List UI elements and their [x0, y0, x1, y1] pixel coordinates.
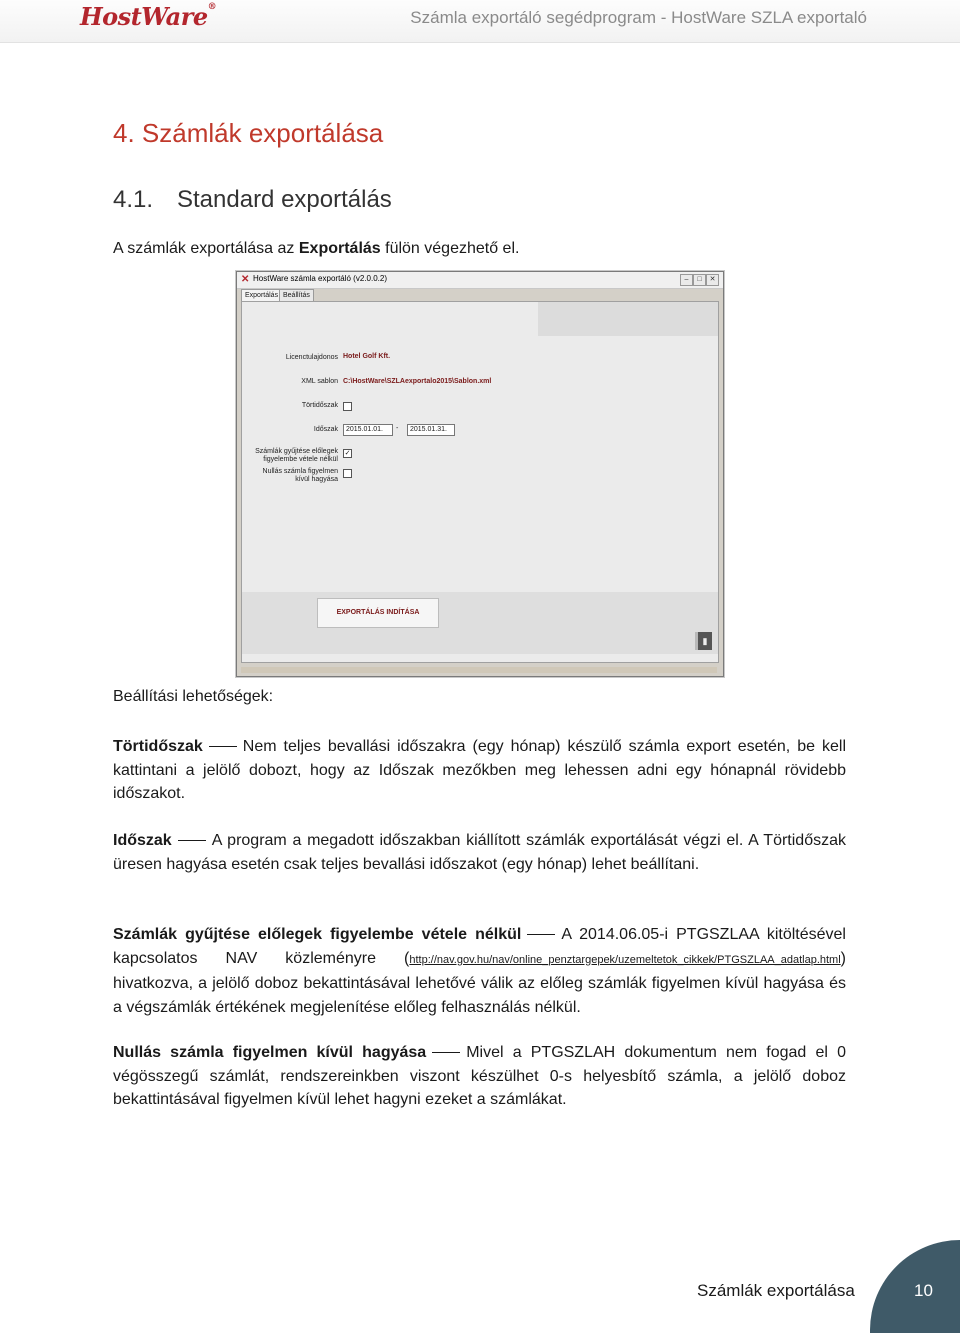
header-title: Számla exportáló segédprogram - HostWare SZLA exportaló — [410, 8, 867, 27]
period-separator: - — [396, 425, 399, 432]
maximize-icon[interactable]: □ — [693, 274, 706, 286]
page-header — [0, 0, 960, 42]
export-area — [242, 592, 718, 654]
em-dash — [209, 746, 237, 747]
period-to-input[interactable]: 2015.01.31. — [407, 424, 455, 436]
footer-section-name: Számlák exportálása — [697, 1281, 855, 1300]
section-title: Standard exportálás — [177, 186, 392, 213]
desc-collect-b: ) hivatkozva, a jelölő doboz bekattintásával lehetővé válik az előleg számlák figyelmen kívül hagyása és a végszámlák értékének megjelenítése előleg felhasználás nélkül. — [113, 949, 846, 1016]
desc-collect-a: A 2014.06.05-i PTGSZLAA kitöltésével kapcsolatos NAV közleményre ( — [113, 926, 846, 967]
partial-period-label: Törtidőszak — [301, 402, 338, 409]
zero-invoice-label-line2: kívül hagyása — [295, 476, 338, 483]
hostware-logo — [80, 2, 216, 31]
window-title: HostWare számla exportáló (v2.0.0.2) — [253, 274, 387, 283]
minimize-icon[interactable]: – — [680, 274, 693, 286]
template-path: C:\HostWare\SZLAexportalo2015\Sablon.xml — [343, 378, 492, 385]
partial-period-checkbox[interactable] — [343, 402, 352, 411]
paragraph-period — [113, 829, 846, 876]
term-collect-invoices: Számlák gyűjtése előlegek figyelembe vétele nélkül — [113, 926, 522, 943]
logo-text: HostWare — [80, 2, 208, 31]
term-partial-period: Törtidőszak — [113, 738, 203, 755]
section-heading — [113, 186, 392, 214]
term-period: Időszak — [113, 832, 172, 849]
em-dash — [527, 934, 555, 935]
section-number: 4.1. — [113, 186, 154, 213]
collect-checkbox[interactable]: ✓ — [344, 450, 351, 457]
panel-header-strip — [538, 302, 718, 336]
intro-after: fülön végezhető el. — [380, 240, 520, 257]
app-window-screenshot — [236, 271, 724, 677]
close-icon[interactable]: ✕ — [706, 274, 719, 286]
desc-partial-period: Nem teljes bevallási időszakra (egy hónap) készülő számla export esetén, be kell kattintani a jelölő dobozt, hogy az Időszak mezőkben meg lehessen adni egy hónapnál rövidebb időszakot. — [113, 738, 846, 802]
window-titlebar — [237, 272, 723, 289]
settings-options-label: Beállítási lehetőségek: — [113, 688, 274, 705]
period-from-input[interactable]: 2015.01.01. — [343, 424, 393, 436]
em-dash — [178, 840, 206, 841]
collect-label-line2: figyelembe vétele nélkül — [263, 456, 338, 463]
term-zero-invoice: Nullás számla figyelmen kívül hagyása — [113, 1044, 427, 1061]
desc-zero-invoice: Mivel a PTGSZLAH dokumentum nem fogad el 0 végösszegű számlát, rendszereinkben viszont készülhet 0-s helyesbítő számla, a jelölő doboz bekattintásával figyelmen kívül lehet hagyni ezeket a számlákat. — [113, 1044, 846, 1108]
zero-invoice-checkbox[interactable] — [343, 469, 352, 478]
template-label: XML sablon — [301, 378, 338, 385]
em-dash — [432, 1052, 460, 1053]
start-export-button[interactable]: EXPORTÁLÁS INDÍTÁSA — [317, 598, 439, 628]
app-icon: ✕ — [241, 274, 250, 285]
intro-bold: Exportálás — [298, 240, 381, 257]
licensee-label: Licenctulajdonos — [285, 354, 338, 361]
tab-export[interactable]: Exportálás — [241, 289, 282, 301]
logo-registered-mark: ® — [207, 2, 217, 12]
zero-invoice-label-line1: Nullás számla figyelmen — [262, 468, 338, 475]
collect-label-line1: Számlák gyűjtése előlegek — [255, 448, 338, 455]
page-number: 10 — [914, 1281, 933, 1300]
chapter-heading: 4. Számlák exportálása — [113, 118, 384, 148]
nav-announcement-link[interactable]: http://nav.gov.hu/nav/online_penztargepek/uzemeltetok_cikkek/PTGSZLAA_adatlap.html — [409, 953, 841, 966]
tab-settings[interactable]: Beállítás — [279, 289, 314, 301]
intro-before: A számlák exportálása az — [113, 240, 299, 257]
paragraph-partial-period — [113, 735, 846, 806]
exit-door-icon[interactable]: ▮ — [695, 632, 712, 650]
period-label: Időszak — [313, 426, 338, 433]
desc-period: A program a megadott időszakban kiállított számlák exportálását végzi el. A Törtidőszak üresen hagyása esetén csak teljes bevallási időszakot (egy hónap) lehet beállítani. — [113, 832, 846, 873]
licensee-value: Hotel Golf Kft. — [343, 353, 391, 360]
export-panel — [241, 301, 719, 663]
intro-text — [113, 240, 519, 258]
paragraph-zero-invoice — [113, 1041, 846, 1112]
window-statusbar — [241, 667, 717, 673]
paragraph-collect-invoices — [113, 923, 846, 1019]
